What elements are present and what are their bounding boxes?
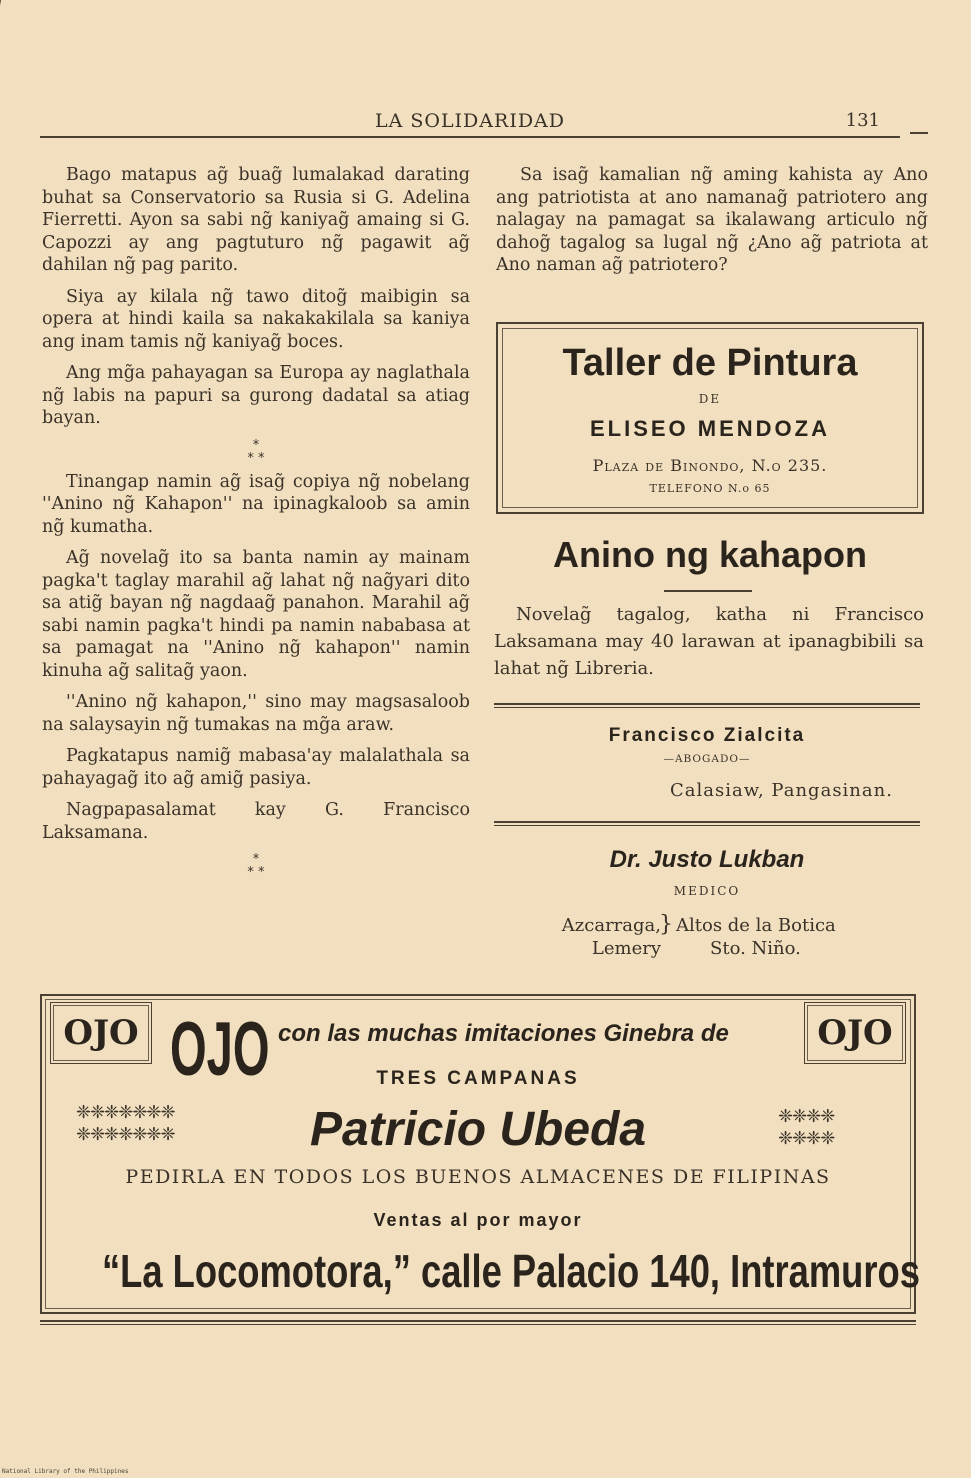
ornament-row: ❈❈❈❈❈❈❈ bbox=[76, 1124, 175, 1145]
stars-top: * bbox=[252, 437, 260, 453]
article-paragraph: Sa isag̃ kamalian ng̃ aming kahista ay Ano ang patriotista at ano namanag̃ patriotero ang nalagay na pamagat sa ikalawang articulo ng̃ dahog̃ tagalog sa lugal ng̃ ¿Ano ag̃ patriota at Ano naman ag̃ patriotero? bbox=[496, 165, 928, 275]
ojo-box-left: OJO bbox=[50, 1002, 152, 1064]
ornament-row: ❈❈❈❈❈❈❈ bbox=[76, 1102, 175, 1123]
ventas-line: Ventas al por mayor bbox=[373, 1210, 583, 1230]
library-credit: National Library of the Philippines bbox=[2, 1468, 129, 1475]
brace-icon: } bbox=[659, 912, 673, 937]
ad-divider-rule bbox=[494, 821, 920, 823]
article-paragraph: Nagpapasalamat kay G. Francisco Laksamana. bbox=[42, 800, 470, 843]
article-paragraph: ''Anino ng̃ kahapon,'' sino may magsasaloob na salaysayin ng̃ tumakas na mg̃a araw. bbox=[42, 692, 470, 735]
ornament-row: ❈❈❈❈ bbox=[778, 1106, 835, 1127]
ojo-large-heading: OJO bbox=[170, 1007, 270, 1092]
stars-bottom: * * bbox=[247, 865, 265, 880]
article-paragraph: Tinangap namin ag̃ isag̃ copiya ng̃ nobelang ''Anino ng̃ Kahapon'' na ipinagkaloob sa amin ng̃ kumatha. bbox=[42, 471, 470, 537]
lukban-town: Azcarraga, bbox=[561, 915, 661, 936]
ad-divider-rule bbox=[494, 703, 920, 705]
ornament-right-icon bbox=[778, 1106, 834, 1150]
header-rule-tick bbox=[910, 132, 928, 134]
lukban-role: MEDICO bbox=[673, 884, 741, 898]
tres-campanas: TRES CAMPANAS bbox=[376, 1068, 580, 1089]
page-number: 131 bbox=[845, 110, 880, 131]
pedirla-line: PEDIRLA EN TODOS LOS BUENOS ALMACENES DE FILIPINAS bbox=[125, 1166, 831, 1188]
taller-advertisement bbox=[496, 322, 924, 514]
stars-top: * bbox=[252, 852, 260, 867]
anino-ad-title: Anino ng kahapon bbox=[553, 534, 867, 575]
brand-name: Patricio Ubeda bbox=[309, 1103, 647, 1156]
ginebra-tagline: con las muchas imitaciones Ginebra de bbox=[278, 1020, 729, 1047]
article-paragraph: Bago matapus ag̃ buag̃ lumalakad darating buhat sa Conservatorio sa Rusia si G. Adelina Fierretti. Ayon sa sabi ng̃ kaniyag̃ amaing si G. Capozzi ay ang pagtuturo ng̃ pagawit ag̃ dahilan ng̃ pag parito. bbox=[42, 165, 470, 275]
right-column bbox=[496, 164, 928, 277]
lukban-locations bbox=[676, 914, 836, 960]
stars-bottom: * * bbox=[247, 450, 265, 466]
lukban-name: Dr. Justo Lukban bbox=[609, 846, 805, 873]
lukban-location: Altos de la Botica bbox=[676, 915, 836, 936]
page-header bbox=[40, 108, 900, 138]
taller-de: DE bbox=[698, 392, 722, 406]
lukban-towns bbox=[545, 914, 661, 960]
article-paragraph: Siya ay kilala ng̃ tawo ditog̃ maibigin sa opera at hindi kaila sa nakakakilala sa kaniya ang inam tamis ng̃ kaniyag̃ boces. bbox=[42, 286, 470, 352]
article-paragraph: Pagkatapus namig̃ mabasa'ay malalathala sa pahayagag̃ ito ag̃ amig̃ pasiya. bbox=[42, 746, 470, 789]
section-divider-stars bbox=[42, 853, 470, 879]
anino-ad-text: Novelag̃ tagalog, katha ni Francisco Laksamana may 40 larawan at ipanagbibili sa lahat ng̃ Libreria. bbox=[494, 604, 924, 679]
taller-address: Plaza de Binondo, N.o 235. bbox=[592, 456, 828, 475]
zialcita-place: Calasiaw, Pangasinan. bbox=[670, 780, 893, 801]
taller-owner-name: ELISEO MENDOZA bbox=[589, 416, 830, 441]
taller-telephone: TELEFONO N.o 65 bbox=[649, 482, 771, 495]
article-paragraph: Ang mg̃a pahayagan sa Europa ay naglathala ng̃ labis na papuri sa gurong dadatal sa atiag bayan. bbox=[42, 363, 470, 428]
left-column bbox=[42, 164, 470, 885]
anino-title-rule bbox=[664, 590, 752, 592]
section-divider-stars bbox=[42, 439, 470, 465]
ornament-row: ❈❈❈❈ bbox=[778, 1128, 835, 1149]
zialcita-name: Francisco Zialcita bbox=[608, 725, 806, 746]
bottom-rule bbox=[40, 1320, 916, 1322]
article-paragraph: Ag̃ novelag̃ ito sa banta namin ay mainam pagka't taglay marahil ag̃ lahat ng̃ nag̃yari dito sa atig̃ bayan ng̃ nagdaag̃ panahon. Marahil ag̃ sabi namin pagka't hindi pa namin nababasa at sa pamagat na ''Anino ng̃ kahapon'' namin kinuha ag̃ salitag̃ yaon. bbox=[42, 548, 470, 681]
zialcita-role: —ABOGADO— bbox=[663, 753, 751, 765]
taller-title: Taller de Pintura bbox=[562, 342, 858, 384]
ginebra-advertisement bbox=[40, 994, 920, 1314]
lukban-town: Lemery bbox=[591, 938, 661, 959]
locomotora-address: “La Locomotora,” calle Palacio 140, Intramuros bbox=[102, 1245, 920, 1297]
page-title: LA SOLIDARIDAD bbox=[374, 110, 566, 132]
lukban-location: Sto. Niño. bbox=[710, 938, 801, 959]
ojo-box-right: OJO bbox=[804, 1002, 906, 1064]
page-corner-mark bbox=[0, 0, 11, 44]
